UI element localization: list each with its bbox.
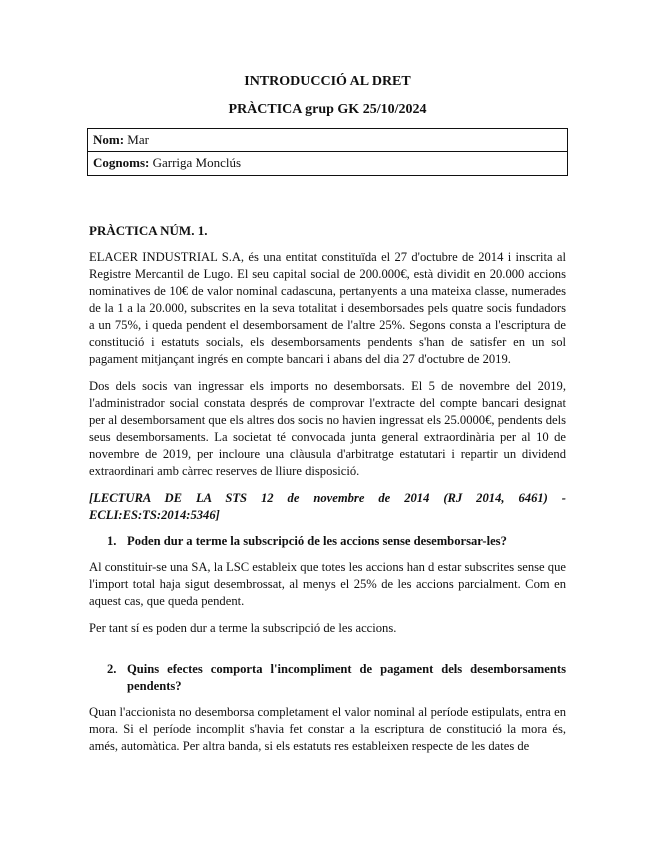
- document-subtitle: PRÀCTICA grup GK 25/10/2024: [228, 102, 427, 117]
- question-1: [89, 533, 566, 550]
- answer-1-paragraph-1: Al constituir-se una SA, la LSC estableix que totes les accions han d estar subscrites sense que l'import total haja sigut desembrossat, al menys el 25% de les accions parcialment. Com en aquest cas, que queda pendent.: [89, 560, 566, 608]
- surname-row: [88, 152, 567, 175]
- question-2: [89, 661, 566, 695]
- question-1-text: Poden dur a terme la subscripció de les accions sense desemborsar-les?: [127, 534, 507, 548]
- answer-1-paragraph-2: Per tant sí es poden dur a terme la subscripció de les accions.: [89, 621, 397, 635]
- document-body: [89, 222, 566, 765]
- question-1-number: 1.: [107, 534, 117, 548]
- name-label: Nom:: [93, 132, 125, 147]
- case-reference: [LECTURA DE LA STS 12 de novembre de 2014 (RJ 2014, 6461) - ECLI:ES:TS:2014:5346]: [89, 491, 566, 522]
- document-title: INTRODUCCIÓ AL DRET: [244, 74, 411, 89]
- practice-heading: PRÀCTICA NÚM. 1.: [89, 223, 208, 238]
- surname-value: Garriga Monclús: [152, 155, 242, 170]
- name-row: [88, 129, 567, 152]
- name-value: Mar: [127, 132, 149, 147]
- case-paragraph-2: Dos dels socis van ingressar els imports no desemborsats. El 5 de novembre del 2019, l'administrador social constata després de comprovar l'extracte del compte bancari designat per al desemborsament que els altres dos socis no havien ingressat els 25.0000€, pendents dels seus desemborsaments. La societat té convocada junta general extraordinària per al 10 de novembre de 2019, per incloure una clàusula d'arbitratge estatutari i repartir un dividend extraordinari amb càrrec reserves de lliure disposició.: [89, 379, 566, 478]
- answer-2-paragraph-1: Quan l'accionista no desemborsa completament el valor nominal al període estipulats, entra en mora. Si el període incomplit s'havia fet constar a la escriptura de constitució la mora és, amés, automàtica. Per altra banda, si els estatuts res estableixen respecte de les dates de: [89, 705, 566, 753]
- question-2-number: 2.: [107, 662, 117, 676]
- question-2-text: Quins efectes comporta l'incompliment de pagament dels desemborsaments pendents?: [127, 662, 566, 693]
- surname-label: Cognoms:: [93, 155, 150, 170]
- section-spacer: [89, 647, 566, 661]
- case-paragraph-1: ELACER INDUSTRIAL S.A, és una entitat constituïda el 27 d'octubre de 2014 i inscrita al Registre Mercantil de Lugo. El seu capital social de 200.000€, està dividit en 20.000 accions nominatives de 10€ de valor nominal cadascuna, pertanyents a una mateixa classe, numerades de la 1 a la 20.000, subscrites en la seva totalitat i desemborsades pels quatre socis fundadors a un 75%, i queda pendent el desemborsament de l'altre 25%. Segons consta a l'escriptura de constitució i estatuts socials, els desemborsaments pendents s'han de satisfer en un sol pagament mitjançant ingrés en compte bancari i abans del dia 27 d'octubre de 2019.: [89, 250, 566, 366]
- student-info-box: [87, 128, 568, 176]
